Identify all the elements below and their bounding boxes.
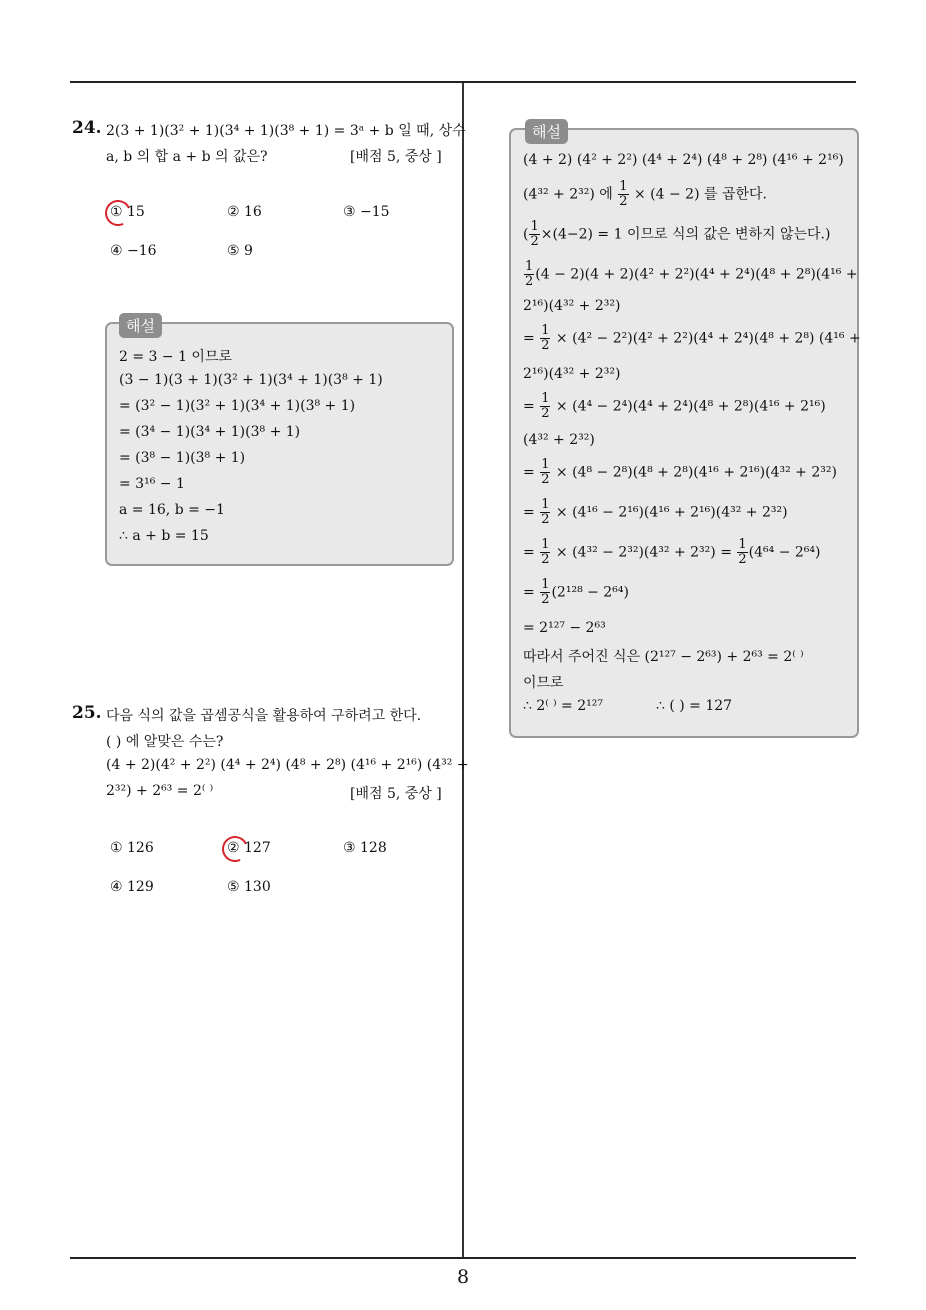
q24-solution-box: [105, 317, 454, 566]
solution-text: =: [523, 584, 535, 601]
solution-line: 따라서 주어진 식은 (2¹²⁷ − 2⁶³) + 2⁶³ = 2⁽ ⁾: [523, 649, 804, 665]
fraction-half: $\frac{1}{2}$: [541, 323, 550, 353]
question-24-meta: [배점 5, 중상 ]: [350, 149, 442, 165]
question-24-number: 24.: [72, 118, 102, 138]
fraction-half: $\frac{1}{2}$: [530, 219, 539, 249]
solution-text: =: [523, 504, 535, 521]
solution-text: (: [523, 226, 529, 243]
solution-text: × (4⁸ − 2⁸)(4⁸ + 2⁸)(4¹⁶ + 2¹⁶)(4³² + 2³²): [555, 464, 837, 481]
solution-line: 2¹⁶)(4³² + 2³²): [523, 298, 621, 314]
solution-text: =: [523, 464, 535, 481]
fraction-half: $\frac{1}{2}$: [541, 537, 550, 567]
question-25-number: 25.: [72, 703, 102, 723]
solution-text: × (4⁴ − 2⁴)(4⁴ + 2⁴)(4⁸ + 2⁸)(4¹⁶ + 2¹⁶): [555, 398, 826, 415]
solution-line: 이므로: [523, 675, 564, 691]
solution-text: × (4³² − 2³²)(4³² + 2³²) =: [555, 544, 732, 561]
fraction-half: $\frac{1}{2}$: [541, 391, 550, 421]
solution-tab: 해설: [119, 313, 162, 338]
solution-line: [523, 578, 629, 607]
solution-line: ∴ a + b = 15: [119, 528, 209, 544]
solution-text: × (4¹⁶ − 2¹⁶)(4¹⁶ + 2¹⁶)(4³² + 2³²): [555, 504, 788, 521]
q24-option-5[interactable]: ⑤ 9: [227, 243, 253, 259]
solution-text: =: [523, 398, 535, 415]
solution-line: = (3⁴ − 1)(3⁴ + 1)(3⁸ + 1): [119, 424, 301, 440]
solution-text: × (4² − 2²)(4² + 2²)(4⁴ + 2⁴)(4⁸ + 2⁸) (4¹⁶ +: [555, 330, 861, 347]
q25-solution-box: [509, 123, 861, 738]
solution-line: ∴ 2⁽ ⁾ = 2¹²⁷: [523, 698, 603, 714]
fraction-half: $\frac{1}{2}$: [619, 179, 628, 209]
solution-line: 2¹⁶)(4³² + 2³²): [523, 366, 621, 382]
q25-option-4[interactable]: ④ 129: [110, 879, 154, 895]
question-24-line1: 2(3 + 1)(3² + 1)(3⁴ + 1)(3⁸ + 1) = 3ᵃ + b 일 때, 상수: [106, 123, 466, 139]
bottom-rule: [70, 1257, 856, 1259]
q24-option-2[interactable]: ② 16: [227, 204, 262, 220]
fraction-half: $\frac{1}{2}$: [541, 497, 550, 527]
question-25-line3: (4 + 2)(4² + 2²) (4⁴ + 2⁴) (4⁸ + 2⁸) (4¹⁶ + 2¹⁶) (4³² +: [106, 757, 469, 773]
q25-option-3[interactable]: ③ 128: [343, 840, 387, 856]
solution-line: = 2¹²⁷ − 2⁶³: [523, 620, 606, 636]
fraction-half: $\frac{1}{2}$: [738, 537, 747, 567]
column-divider: [462, 83, 464, 1257]
solution-line: a = 16, b = −1: [119, 502, 225, 518]
solution-line: (3 − 1)(3 + 1)(3² + 1)(3⁴ + 1)(3⁸ + 1): [119, 372, 383, 388]
page-number: 8: [456, 1266, 470, 1288]
solution-text: (2¹²⁸ − 2⁶⁴): [551, 584, 629, 601]
solution-line: [523, 498, 788, 527]
solution-line: [523, 180, 767, 209]
q24-option-3[interactable]: ③ −15: [343, 204, 390, 220]
solution-line: [523, 538, 820, 567]
solution-text: (4 − 2)(4 + 2)(4² + 2²)(4⁴ + 2⁴)(4⁸ + 2⁸)(4¹⁶ +: [535, 266, 858, 283]
solution-tab: 해설: [525, 119, 568, 144]
solution-line: (4³² + 2³²): [523, 432, 595, 448]
solution-text: =: [523, 330, 535, 347]
solution-text: (4³² + 2³²) 에: [523, 186, 613, 203]
q25-option-1[interactable]: ① 126: [110, 840, 154, 856]
solution-line: [523, 220, 830, 249]
solution-line: [523, 324, 861, 353]
q24-option-4[interactable]: ④ −16: [110, 243, 157, 259]
solution-line: ∴ ( ) = 127: [656, 698, 733, 714]
solution-line: [523, 392, 826, 421]
solution-line: [523, 458, 837, 487]
q24-option-1[interactable]: ① 15: [110, 204, 145, 220]
solution-line: = 3¹⁶ − 1: [119, 476, 185, 492]
fraction-half: $\frac{1}{2}$: [525, 259, 534, 289]
solution-text: ×(4−2) = 1 이므로 식의 값은 변하지 않는다.): [540, 226, 831, 243]
question-24-line2: a, b 의 합 a + b 의 값은?: [106, 149, 268, 165]
solution-line: (4 + 2) (4² + 2²) (4⁴ + 2⁴) (4⁸ + 2⁸) (4¹⁶ + 2¹⁶): [523, 152, 844, 168]
question-25-line1: 다음 식의 값을 곱셈공식을 활용하여 구하려고 한다.: [106, 708, 422, 724]
solution-text: (4⁶⁴ − 2⁶⁴): [748, 544, 821, 561]
solution-line: [523, 260, 858, 289]
question-25-meta: [배점 5, 중상 ]: [350, 786, 442, 802]
fraction-half: $\frac{1}{2}$: [541, 457, 550, 487]
solution-text: =: [523, 544, 535, 561]
question-25-line2: ( ) 에 알맞은 수는?: [106, 734, 224, 750]
question-25-line4: 2³²) + 2⁶³ = 2⁽ ⁾: [106, 783, 214, 799]
q25-option-5[interactable]: ⑤ 130: [227, 879, 271, 895]
solution-line: 2 = 3 − 1 이므로: [119, 349, 233, 365]
q25-option-2[interactable]: ② 127: [227, 840, 271, 856]
solution-line: = (3² − 1)(3² + 1)(3⁴ + 1)(3⁸ + 1): [119, 398, 356, 414]
solution-text: × (4 − 2) 를 곱한다.: [633, 186, 767, 203]
solution-line: = (3⁸ − 1)(3⁸ + 1): [119, 450, 246, 466]
fraction-half: $\frac{1}{2}$: [541, 577, 550, 607]
